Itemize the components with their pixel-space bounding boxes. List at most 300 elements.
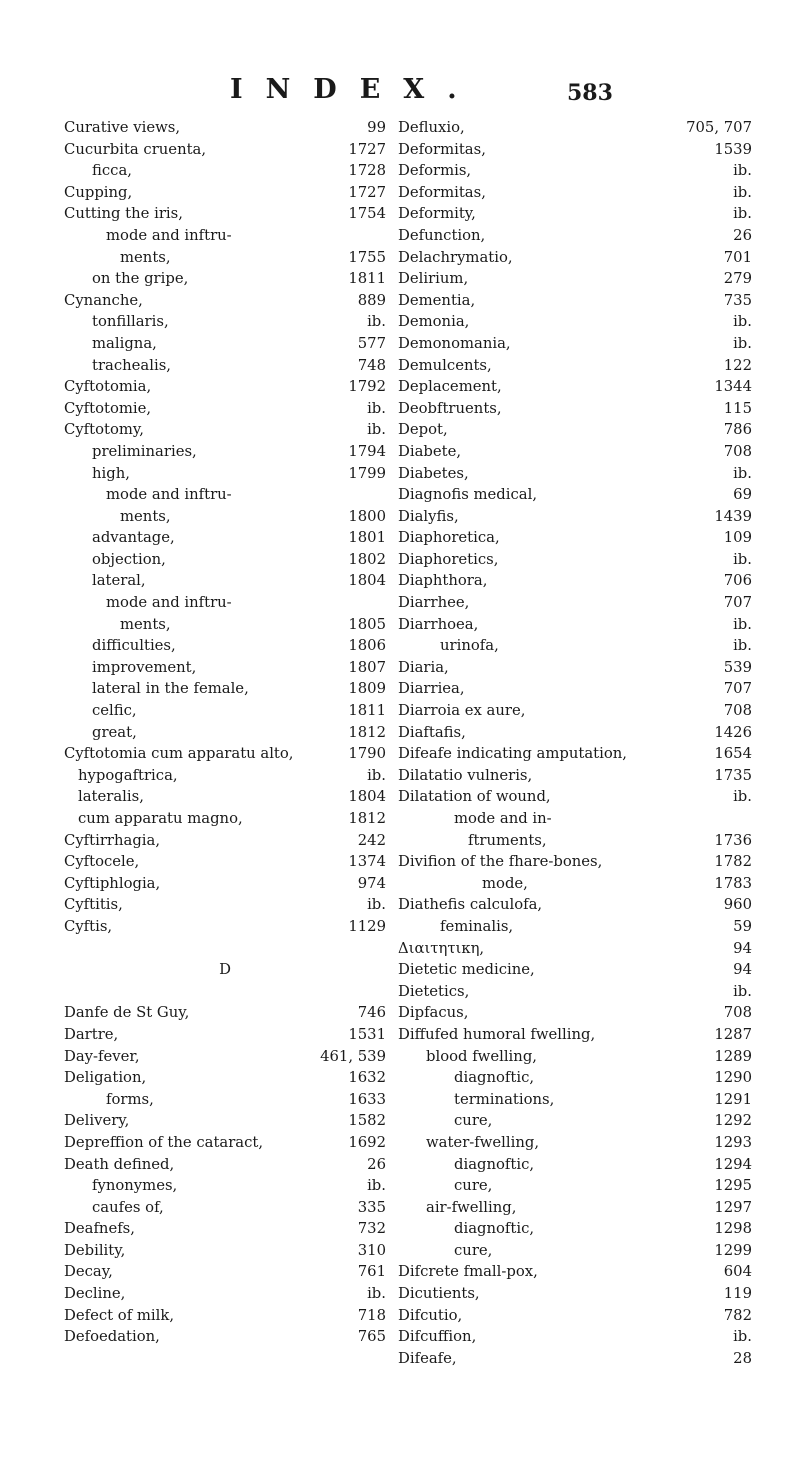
index-term: tonfillaris, — [92, 313, 169, 331]
index-entry — [64, 355, 386, 377]
index-page-ref: 604 — [723, 1263, 752, 1281]
index-term: Decline, — [64, 1285, 126, 1303]
index-entry — [64, 1024, 386, 1046]
index-entry — [398, 549, 752, 571]
index-page-ref: 718 — [357, 1306, 386, 1324]
index-entry — [64, 506, 386, 528]
index-term: celfic, — [92, 702, 137, 720]
index-page-ref: 746 — [357, 1004, 386, 1022]
index-page-ref: 707 — [723, 680, 752, 698]
index-term: Diagnofis medical, — [398, 486, 538, 504]
index-term: Delirium, — [398, 270, 469, 288]
index-page-ref: 1344 — [714, 378, 752, 396]
index-term: Dietetics, — [398, 982, 470, 1000]
index-entry — [64, 484, 386, 506]
index-term: Deobftruents, — [398, 399, 502, 417]
index-entry — [398, 678, 752, 700]
index-page-ref: 960 — [723, 896, 752, 914]
index-page-ref: ib. — [367, 1285, 386, 1303]
index-term: diagnoftic, — [454, 1069, 535, 1087]
index-page-ref: 122 — [723, 356, 752, 374]
index-entry — [64, 160, 386, 182]
index-term: Dietetic medicine, — [398, 961, 535, 979]
index-term: Dilatatio vulneris, — [398, 766, 533, 784]
index-page-ref: 1293 — [714, 1133, 752, 1151]
index-entry — [398, 1024, 752, 1046]
index-page-ref: 1811 — [348, 702, 386, 720]
index-term: blood fwelling, — [426, 1047, 537, 1065]
index-entry — [64, 247, 386, 269]
index-term: cure, — [454, 1241, 493, 1259]
index-page-ref: 1299 — [714, 1241, 752, 1259]
index-entry — [64, 678, 386, 700]
index-page-ref: 461, 539 — [320, 1047, 386, 1065]
index-entry — [398, 938, 752, 960]
index-term: cum apparatu magno, — [78, 810, 243, 827]
index-term: mode and inftru- — [106, 486, 232, 504]
index-entry — [398, 700, 752, 722]
index-entry — [398, 398, 752, 420]
index-term: Difeafe, — [398, 1349, 457, 1367]
index-entry — [64, 614, 386, 636]
index-entry — [64, 873, 386, 895]
index-term: Curative views, — [64, 119, 181, 136]
index-term: maligna, — [92, 334, 157, 352]
index-page-ref: 1792 — [348, 378, 386, 396]
index-page-ref: 1783 — [714, 874, 752, 892]
index-term: Deformity, — [398, 205, 476, 223]
index-term: ments, — [120, 615, 171, 633]
index-page-ref: 707 — [723, 594, 752, 612]
index-page-ref: 1804 — [348, 572, 386, 590]
index-term: urinofa, — [440, 637, 499, 655]
index-entry — [398, 225, 752, 247]
index-term: Diarrhoea, — [398, 615, 479, 633]
index-entry — [64, 1197, 386, 1219]
index-page-ref: 786 — [723, 421, 752, 439]
index-term: Depot, — [398, 421, 448, 439]
index-page-ref: 577 — [357, 334, 386, 352]
index-term: air-fwelling, — [426, 1198, 517, 1216]
index-page-ref: 782 — [723, 1306, 752, 1324]
index-entry — [398, 592, 752, 614]
index-page-ref: 748 — [357, 356, 386, 374]
index-entry — [398, 290, 752, 312]
index-term: Cyftiphlogia, — [64, 874, 161, 892]
index-term: Cupping, — [64, 183, 133, 201]
index-term: Depreffion of the cataract, — [64, 1133, 264, 1151]
index-page-ref: 1736 — [714, 831, 752, 849]
section-letter — [64, 959, 386, 981]
index-page-ref: ib. — [367, 313, 386, 331]
index-entry — [398, 527, 752, 549]
index-term: lateralis, — [78, 788, 144, 806]
index-page-ref: 335 — [357, 1198, 386, 1216]
index-entry — [64, 894, 386, 916]
index-page-ref: 1802 — [348, 550, 386, 568]
index-entry — [64, 182, 386, 204]
index-entry — [398, 247, 752, 269]
index-entry — [64, 700, 386, 722]
index-entry — [64, 1002, 386, 1024]
index-page-ref: 706 — [723, 572, 752, 590]
index-entry — [64, 463, 386, 485]
index-page-ref: 119 — [723, 1285, 752, 1303]
index-entry — [398, 506, 752, 528]
page-title: INDEX. — [230, 74, 480, 105]
index-entry — [64, 570, 386, 592]
index-term: Diffufed humoral fwelling, — [398, 1025, 596, 1043]
index-entry — [398, 1154, 752, 1176]
index-term: great, — [92, 723, 137, 741]
index-page-ref: ib. — [733, 313, 752, 331]
index-page-ref: 701 — [723, 248, 752, 266]
index-term: Day-fever, — [64, 1047, 140, 1065]
index-page-ref: 1801 — [348, 529, 386, 547]
index-term: lateral in the female, — [92, 680, 249, 698]
index-page-ref: 1812 — [348, 810, 386, 827]
index-page-ref: 1531 — [348, 1025, 386, 1043]
index-term: Death defined, — [64, 1155, 175, 1173]
index-entry — [398, 657, 752, 679]
index-entry — [398, 355, 752, 377]
index-spacer — [64, 981, 386, 1003]
index-page-ref: ib. — [733, 183, 752, 201]
index-term: advantage, — [92, 529, 175, 547]
index-entry — [64, 311, 386, 333]
index-page-ref: 26 — [367, 1155, 386, 1173]
index-page-ref: 1632 — [348, 1069, 386, 1087]
index-term: Demonia, — [398, 313, 470, 331]
index-page-ref: 69 — [733, 486, 752, 504]
index-term: Dementia, — [398, 291, 476, 309]
index-term: Difcuffion, — [398, 1328, 477, 1346]
index-page-ref: 761 — [357, 1263, 386, 1281]
index-term: feminalis, — [440, 917, 514, 935]
index-term: Cyftotomia cum apparatu alto, — [64, 745, 294, 763]
index-page-ref: ib. — [733, 334, 752, 352]
index-entry — [398, 981, 752, 1003]
index-entry — [398, 1002, 752, 1024]
index-page-ref: ib. — [733, 982, 752, 1000]
index-page-ref: ib. — [733, 1328, 752, 1346]
index-entry — [398, 117, 752, 139]
index-page-ref: 1287 — [714, 1025, 752, 1043]
index-entry — [64, 549, 386, 571]
index-page-ref: 732 — [357, 1220, 386, 1238]
index-term: Cyftotomy, — [64, 421, 144, 439]
index-page-ref: 1812 — [348, 723, 386, 741]
index-page-ref: ib. — [733, 550, 752, 568]
index-page-ref: 708 — [723, 1004, 752, 1022]
index-term: Decay, — [64, 1263, 113, 1281]
index-term: Deformitas, — [398, 140, 486, 158]
index-entry — [64, 1326, 386, 1348]
index-term: Defect of milk, — [64, 1306, 175, 1324]
index-entry — [398, 570, 752, 592]
index-term: Dilatation of wound, — [398, 788, 551, 806]
index-term: Diathefis calculofa, — [398, 896, 543, 914]
index-term: Delivery, — [64, 1112, 130, 1130]
index-entry — [398, 203, 752, 225]
index-page-ref: ib. — [733, 615, 752, 633]
index-entry — [64, 1110, 386, 1132]
index-page-ref: 1426 — [714, 723, 752, 741]
index-term: mode and in- — [454, 810, 552, 827]
index-entry — [398, 160, 752, 182]
index-term: diagnoftic, — [454, 1220, 535, 1238]
index-entry — [398, 1348, 752, 1370]
index-term: ments, — [120, 507, 171, 525]
index-term: terminations, — [454, 1090, 555, 1108]
index-entry — [64, 376, 386, 398]
index-term: Dialyfis, — [398, 507, 459, 525]
index-term: Diaphoretica, — [398, 529, 500, 547]
index-entry — [64, 1154, 386, 1176]
index-page-ref: 708 — [723, 702, 752, 720]
index-term: Danfe de St Guy, — [64, 1004, 190, 1022]
index-term: high, — [92, 464, 130, 482]
index-page-ref: 1582 — [348, 1112, 386, 1130]
index-column-left — [64, 117, 386, 1348]
index-entry — [398, 1240, 752, 1262]
index-entry — [398, 182, 752, 204]
index-page-ref: 1633 — [348, 1090, 386, 1108]
index-term: preliminaries, — [92, 442, 197, 460]
index-entry — [398, 1326, 752, 1348]
index-page-ref: 1790 — [348, 745, 386, 763]
index-entry — [64, 635, 386, 657]
index-page-ref: 1374 — [348, 853, 386, 871]
index-term: Diarriea, — [398, 680, 465, 698]
index-entry — [64, 1132, 386, 1154]
index-entry — [64, 225, 386, 247]
index-term: Defluxio, — [398, 119, 465, 136]
index-term: Dicutients, — [398, 1285, 480, 1303]
index-page-ref: 1754 — [348, 205, 386, 223]
index-term: mode and inftru- — [106, 594, 232, 612]
index-page-ref: 1692 — [348, 1133, 386, 1151]
index-entry — [398, 311, 752, 333]
index-entry — [398, 1089, 752, 1111]
index-entry — [398, 873, 752, 895]
index-entry — [398, 1110, 752, 1132]
index-page-ref: 1289 — [714, 1047, 752, 1065]
index-entry — [64, 916, 386, 938]
index-entry — [398, 1283, 752, 1305]
index-page-ref: ib. — [367, 1177, 386, 1195]
index-entry — [398, 916, 752, 938]
index-term: ftruments, — [468, 831, 547, 849]
index-page-ref: 708 — [723, 442, 752, 460]
index-entry — [398, 1218, 752, 1240]
index-page-ref: 1439 — [714, 507, 752, 525]
index-page-ref: 1290 — [714, 1069, 752, 1087]
section-heading: D — [219, 961, 231, 979]
index-term: Dartre, — [64, 1025, 119, 1043]
index-page-ref: 705, 707 — [686, 119, 752, 136]
index-page-ref: ib. — [733, 205, 752, 223]
index-entry — [64, 1067, 386, 1089]
index-term: Cucurbita cruenta, — [64, 140, 207, 158]
index-term: Difcrete fmall-pox, — [398, 1263, 538, 1281]
index-page-ref: ib. — [733, 637, 752, 655]
index-entry — [64, 398, 386, 420]
index-term: caufes of, — [92, 1198, 164, 1216]
index-term: Deformitas, — [398, 183, 486, 201]
index-entry — [398, 894, 752, 916]
index-entry — [64, 268, 386, 290]
index-term: Demulcents, — [398, 356, 492, 374]
index-entry — [64, 203, 386, 225]
index-entry — [398, 635, 752, 657]
index-entry — [64, 657, 386, 679]
index-term: diagnoftic, — [454, 1155, 535, 1173]
index-entry — [64, 830, 386, 852]
index-term: Diarrhee, — [398, 594, 470, 612]
index-term: Cyftotomie, — [64, 399, 152, 417]
index-page-ref: 1727 — [348, 140, 386, 158]
index-term: lateral, — [92, 572, 146, 590]
index-page-ref: 1794 — [348, 442, 386, 460]
index-entry — [398, 419, 752, 441]
index-page-ref: 1298 — [714, 1220, 752, 1238]
index-page-ref: 1291 — [714, 1090, 752, 1108]
index-entry — [398, 441, 752, 463]
index-term: cure, — [454, 1112, 493, 1130]
index-page-ref: 1811 — [348, 270, 386, 288]
index-page-ref: 109 — [723, 529, 752, 547]
index-term: Διαιτητικη, — [398, 939, 485, 957]
index-page-ref: 1727 — [348, 183, 386, 201]
index-term: Diarroia ex aure, — [398, 702, 526, 720]
index-term: Diaria, — [398, 658, 449, 676]
index-page-ref: 26 — [733, 226, 752, 244]
index-page-ref: ib. — [367, 766, 386, 784]
index-entry — [64, 139, 386, 161]
index-entry — [64, 851, 386, 873]
index-page-ref: 539 — [723, 658, 752, 676]
index-page-ref: 1735 — [714, 766, 752, 784]
index-entry — [64, 527, 386, 549]
index-entry — [398, 743, 752, 765]
index-page-ref: 94 — [733, 939, 752, 957]
index-term: mode, — [482, 874, 528, 892]
index-page-ref: 1799 — [348, 464, 386, 482]
index-entry — [398, 830, 752, 852]
index-entry — [398, 1132, 752, 1154]
index-term: difficulties, — [92, 637, 176, 655]
index-term: water-fwelling, — [426, 1133, 540, 1151]
index-term: hypogaftrica, — [78, 766, 178, 784]
index-page-ref: 974 — [357, 874, 386, 892]
index-entry — [64, 1218, 386, 1240]
index-term: Defunction, — [398, 226, 486, 244]
index-entry — [64, 765, 386, 787]
index-page-ref: 765 — [357, 1328, 386, 1346]
index-entry — [398, 722, 752, 744]
index-entry — [64, 1261, 386, 1283]
index-term: Deligation, — [64, 1069, 147, 1087]
index-page-ref: 1807 — [348, 658, 386, 676]
index-page-ref: 1755 — [348, 248, 386, 266]
index-term: trachealis, — [92, 356, 171, 374]
index-term: Dipfacus, — [398, 1004, 469, 1022]
index-page-ref: 1297 — [714, 1198, 752, 1216]
index-entry — [398, 1197, 752, 1219]
index-term: Cyftirrhagia, — [64, 831, 161, 849]
index-page-ref: 94 — [733, 961, 752, 979]
index-entry — [398, 786, 752, 808]
index-term: fynonymes, — [92, 1177, 178, 1195]
index-term: Cyftotomia, — [64, 378, 152, 396]
index-entry — [64, 441, 386, 463]
index-term: cure, — [454, 1177, 493, 1195]
index-term: Cynanche, — [64, 291, 143, 309]
index-page-ref: 1728 — [348, 162, 386, 180]
index-term: on the gripe, — [92, 270, 189, 288]
index-page-ref: 1294 — [714, 1155, 752, 1173]
index-page-ref: 1800 — [348, 507, 386, 525]
index-term: Diaphthora, — [398, 572, 488, 590]
index-page-ref: 310 — [357, 1241, 386, 1259]
index-page-ref: ib. — [733, 162, 752, 180]
index-page-ref: 1804 — [348, 788, 386, 806]
index-entry — [398, 1067, 752, 1089]
index-entry — [64, 333, 386, 355]
index-spacer — [64, 938, 386, 960]
index-term: Defoedation, — [64, 1328, 160, 1346]
index-entry — [398, 376, 752, 398]
index-page-ref: 28 — [733, 1349, 752, 1367]
index-entry — [398, 1261, 752, 1283]
index-page-ref: 1809 — [348, 680, 386, 698]
index-page-ref: 1295 — [714, 1177, 752, 1195]
index-term: Diaphoretics, — [398, 550, 499, 568]
index-term: Demonomania, — [398, 334, 511, 352]
index-entry — [398, 959, 752, 981]
index-page-ref: 242 — [357, 831, 386, 849]
index-term: Difeafe indicating amputation, — [398, 745, 627, 763]
index-page-ref: 115 — [723, 399, 752, 417]
index-page-ref: ib. — [367, 421, 386, 439]
index-entry — [64, 117, 386, 139]
index-entry — [64, 743, 386, 765]
index-term: Diabete, — [398, 442, 462, 460]
index-page-ref: 99 — [367, 119, 386, 136]
index-entry — [398, 268, 752, 290]
index-entry — [64, 1283, 386, 1305]
index-entry — [64, 722, 386, 744]
index-entry — [64, 786, 386, 808]
index-page-ref: 1539 — [714, 140, 752, 158]
index-term: Difcutio, — [398, 1306, 463, 1324]
index-entry — [64, 1240, 386, 1262]
index-term: Diaftafis, — [398, 723, 466, 741]
index-term: Deformis, — [398, 162, 472, 180]
index-entry — [64, 290, 386, 312]
index-term: objection, — [92, 550, 166, 568]
index-term: Diabetes, — [398, 464, 469, 482]
index-entry — [398, 808, 752, 830]
index-term: Cyftocele, — [64, 853, 140, 871]
index-entry — [398, 139, 752, 161]
index-page-ref: 889 — [357, 291, 386, 309]
index-term: ments, — [120, 248, 171, 266]
index-term: improvement, — [92, 658, 197, 676]
index-entry — [398, 333, 752, 355]
index-term: Divifion of the fhare-bones, — [398, 853, 603, 871]
